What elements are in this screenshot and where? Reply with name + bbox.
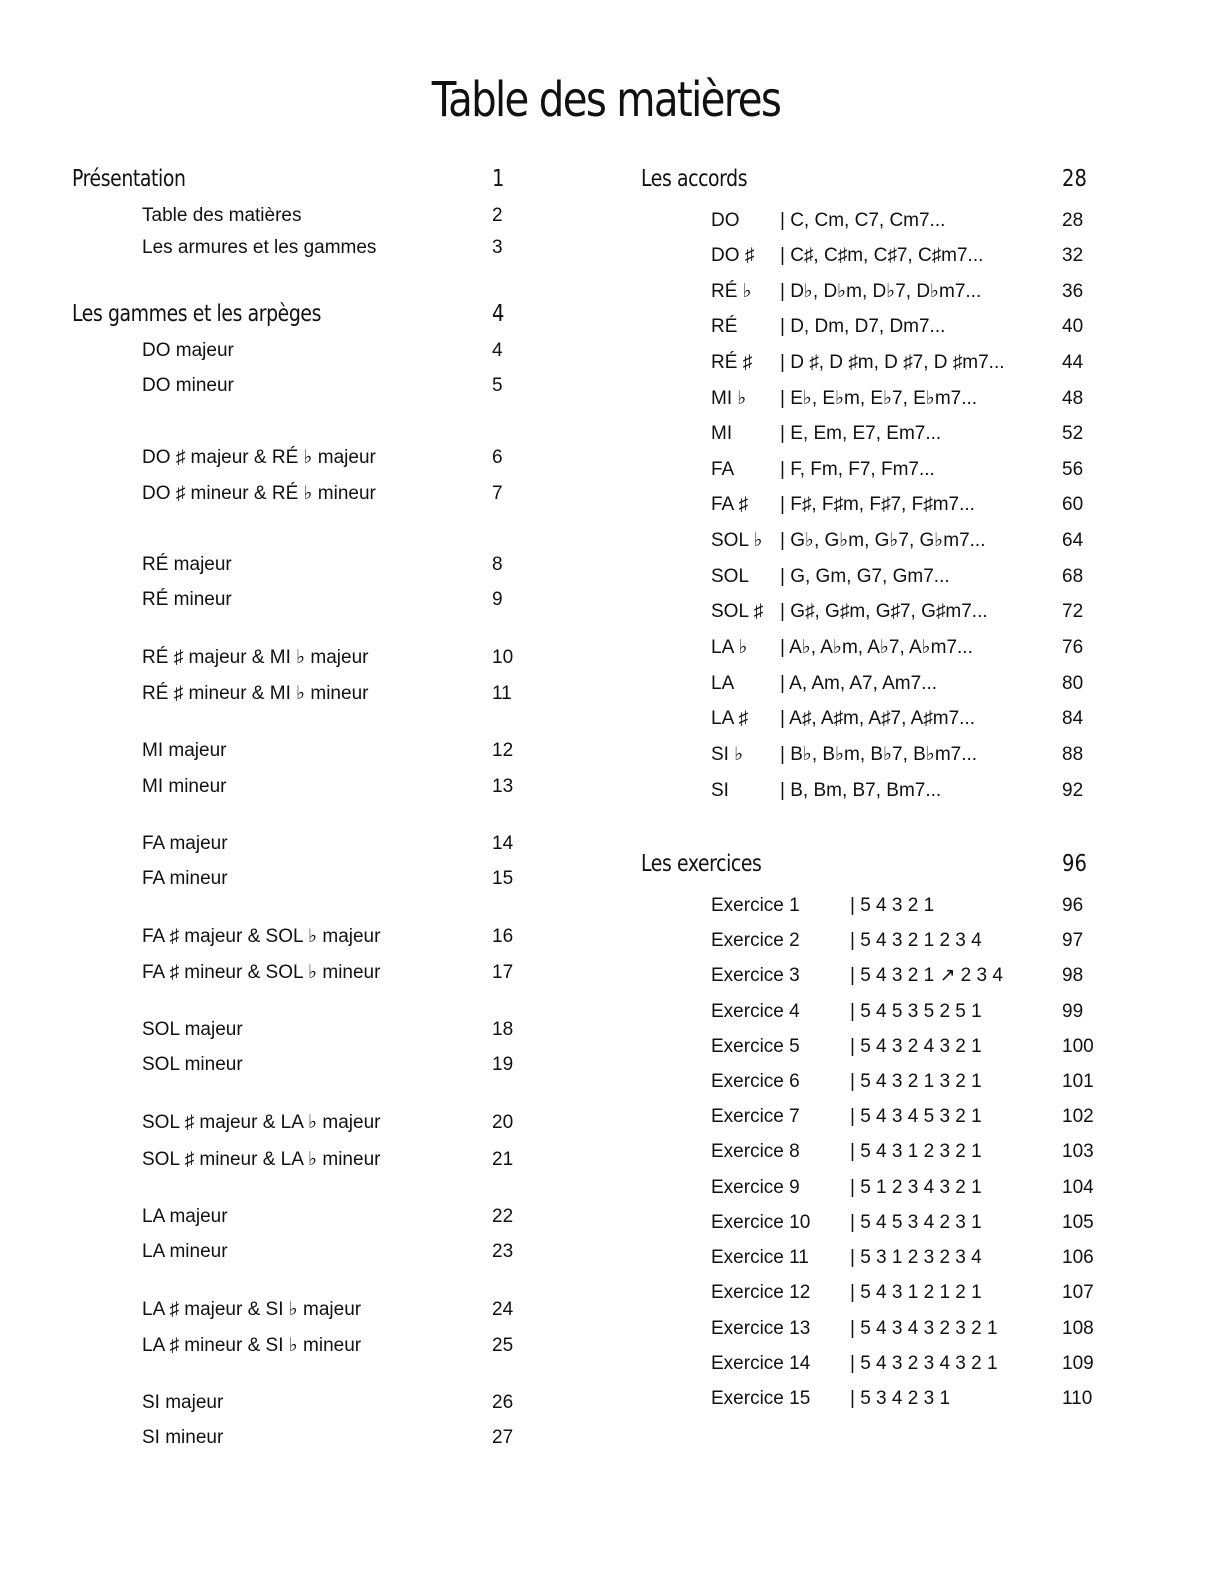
chord-key: SOL ♯ (711, 601, 764, 622)
exercise-sequence: | 5 4 3 2 1 3 2 1 (850, 1071, 982, 1092)
toc-entry-page: 15 (492, 868, 514, 889)
exercise-label: Exercice 6 (711, 1071, 800, 1092)
toc-entry-label: LA mineur (142, 1241, 228, 1262)
section-title-exercices: Les exercices (641, 851, 762, 877)
toc-entry-page: 48 (1062, 388, 1084, 409)
section-title-presentation: Présentation (72, 166, 186, 192)
toc-entry-page: 52 (1062, 423, 1084, 444)
toc-entry-label: MI mineur (142, 776, 227, 797)
section-page-presentation: 1 (492, 166, 505, 192)
toc-entry-page: 7 (492, 483, 503, 504)
toc-entry-page: 6 (492, 447, 503, 468)
chord-key: RÉ (711, 316, 738, 337)
exercise-label: Exercice 10 (711, 1212, 811, 1233)
toc-entry-page: 97 (1062, 930, 1084, 951)
chord-list: | C, Cm, C7, Cm7... (780, 210, 946, 231)
exercise-sequence: | 5 4 3 2 3 4 3 2 1 (850, 1353, 998, 1374)
toc-entry-page: 92 (1062, 780, 1084, 801)
toc-entry-page: 102 (1062, 1106, 1094, 1127)
chord-list: | B, Bm, B7, Bm7... (780, 780, 942, 801)
exercise-label: Exercice 1 (711, 895, 800, 916)
toc-entry-label: DO ♯ majeur & RÉ ♭ majeur (142, 447, 376, 468)
toc-entry-page: 14 (492, 833, 514, 854)
toc-entry-label: LA ♯ majeur & SI ♭ majeur (142, 1299, 362, 1320)
exercise-label: Exercice 8 (711, 1141, 800, 1162)
toc-entry-page: 109 (1062, 1353, 1094, 1374)
exercise-sequence: | 5 4 5 3 5 2 5 1 (850, 1001, 982, 1022)
toc-entry-page: 96 (1062, 895, 1084, 916)
toc-entry-label: DO ♯ mineur & RÉ ♭ mineur (142, 483, 376, 504)
chord-key: RÉ ♭ (711, 281, 752, 302)
toc-entry-label: RÉ ♯ mineur & MI ♭ mineur (142, 683, 369, 704)
toc-entry-page: 2 (492, 205, 503, 226)
chord-key: RÉ ♯ (711, 352, 753, 373)
toc-entry-label: FA ♯ majeur & SOL ♭ majeur (142, 926, 381, 947)
toc-entry-page: 104 (1062, 1177, 1094, 1198)
exercise-label: Exercice 13 (711, 1318, 811, 1339)
toc-entry-page: 60 (1062, 494, 1084, 515)
exercise-label: Exercice 9 (711, 1177, 800, 1198)
toc-entry-label: FA mineur (142, 868, 228, 889)
chord-list: | A♯, A♯m, A♯7, A♯m7... (780, 708, 976, 729)
chord-key: FA (711, 459, 735, 480)
toc-entry-label: RÉ ♯ majeur & MI ♭ majeur (142, 647, 369, 668)
toc-entry-label: SOL ♯ mineur & LA ♭ mineur (142, 1149, 381, 1170)
toc-entry-page: 26 (492, 1392, 514, 1413)
exercise-label: Exercice 2 (711, 930, 800, 951)
toc-entry-label: DO majeur (142, 340, 234, 361)
toc-entry-page: 24 (492, 1299, 514, 1320)
chord-key: MI (711, 423, 733, 444)
exercise-sequence: | 5 4 3 2 1 (850, 895, 935, 916)
chord-key: LA (711, 673, 735, 694)
exercise-label: Exercice 5 (711, 1036, 800, 1057)
chord-list: | G♭, G♭m, G♭7, G♭m7... (780, 530, 986, 551)
exercise-label: Exercice 15 (711, 1388, 811, 1409)
exercise-label: Exercice 11 (711, 1247, 809, 1268)
exercise-sequence: | 5 3 1 2 3 2 3 4 (850, 1247, 982, 1268)
chord-key: SOL (711, 566, 750, 587)
exercise-label: Exercice 4 (711, 1001, 800, 1022)
toc-entry-page: 32 (1062, 245, 1084, 266)
toc-entry-page: 106 (1062, 1247, 1094, 1268)
section-title-accords: Les accords (641, 166, 748, 192)
toc-entry-page: 64 (1062, 530, 1084, 551)
toc-entry-label: SI mineur (142, 1427, 224, 1448)
toc-entry-page: 22 (492, 1206, 514, 1227)
exercise-sequence: | 5 4 3 2 1 2 3 4 (850, 930, 982, 951)
toc-entry-label: Les armures et les gammes (142, 237, 377, 258)
section-page-exercices: 96 (1062, 851, 1087, 877)
chord-key: MI ♭ (711, 388, 747, 409)
toc-entry-page: 5 (492, 375, 503, 396)
toc-entry-page: 9 (492, 589, 503, 610)
toc-entry-label: FA majeur (142, 833, 228, 854)
chord-list: | D, Dm, D7, Dm7... (780, 316, 946, 337)
chord-list: | B♭, B♭m, B♭7, B♭m7... (780, 744, 978, 765)
chord-list: | G♯, G♯m, G♯7, G♯m7... (780, 601, 988, 622)
toc-entry-page: 88 (1062, 744, 1084, 765)
exercise-sequence: | 5 4 3 2 4 3 2 1 (850, 1036, 982, 1057)
chord-list: | A, Am, A7, Am7... (780, 673, 938, 694)
toc-entry-page: 20 (492, 1112, 514, 1133)
toc-entry-page: 99 (1062, 1001, 1084, 1022)
toc-entry-page: 36 (1062, 281, 1084, 302)
toc-entry-label: SOL majeur (142, 1019, 243, 1040)
chord-key: LA ♭ (711, 637, 748, 658)
toc-entry-page: 101 (1062, 1071, 1094, 1092)
toc-entry-page: 108 (1062, 1318, 1094, 1339)
toc-entry-page: 8 (492, 554, 503, 575)
chord-key: FA ♯ (711, 494, 748, 515)
toc-entry-page: 98 (1062, 965, 1084, 986)
exercise-sequence: | 5 4 5 3 4 2 3 1 (850, 1212, 982, 1233)
chord-list: | C♯, C♯m, C♯7, C♯m7... (780, 245, 984, 266)
toc-entry-page: 12 (492, 740, 514, 761)
toc-entry-page: 10 (492, 647, 514, 668)
chord-list: | G, Gm, G7, Gm7... (780, 566, 950, 587)
chord-list: | F♯, F♯m, F♯7, F♯m7... (780, 494, 975, 515)
exercise-label: Exercice 3 (711, 965, 800, 986)
exercise-sequence: | 5 4 3 1 2 3 2 1 (850, 1141, 982, 1162)
toc-entry-page: 100 (1062, 1036, 1094, 1057)
exercise-sequence: | 5 4 3 2 1 ↗ 2 3 4 (850, 965, 1003, 986)
toc-entry-page: 18 (492, 1019, 514, 1040)
chord-key: SI (711, 780, 729, 801)
toc-entry-page: 4 (492, 340, 503, 361)
exercise-sequence: | 5 4 3 4 5 3 2 1 (850, 1106, 982, 1127)
toc-entry-page: 3 (492, 237, 503, 258)
toc-entry-page: 21 (492, 1149, 514, 1170)
chord-key: SI ♭ (711, 744, 744, 765)
toc-entry-page: 25 (492, 1335, 514, 1356)
exercise-label: Exercice 12 (711, 1282, 811, 1303)
toc-entry-label: LA ♯ mineur & SI ♭ mineur (142, 1335, 362, 1356)
toc-entry-page: 40 (1062, 316, 1084, 337)
toc-entry-page: 84 (1062, 708, 1084, 729)
toc-entry-label: FA ♯ mineur & SOL ♭ mineur (142, 962, 381, 983)
toc-entry-page: 27 (492, 1427, 514, 1448)
toc-entry-label: SI majeur (142, 1392, 224, 1413)
toc-entry-page: 28 (1062, 210, 1084, 231)
toc-entry-label: RÉ majeur (142, 554, 232, 575)
chord-list: | A♭, A♭m, A♭7, A♭m7... (780, 637, 973, 658)
exercise-sequence: | 5 3 4 2 3 1 (850, 1388, 951, 1409)
toc-entry-page: 105 (1062, 1212, 1094, 1233)
exercise-sequence: | 5 4 3 1 2 1 2 1 (850, 1282, 982, 1303)
toc-entry-label: SOL ♯ majeur & LA ♭ majeur (142, 1112, 381, 1133)
toc-entry-page: 17 (492, 962, 514, 983)
chord-list: | D♭, D♭m, D♭7, D♭m7... (780, 281, 982, 302)
chord-list: | E♭, E♭m, E♭7, E♭m7... (780, 388, 978, 409)
section-page-accords: 28 (1062, 166, 1087, 192)
chord-key: LA ♯ (711, 708, 748, 729)
toc-entry-page: 56 (1062, 459, 1084, 480)
exercise-sequence: | 5 4 3 4 3 2 3 2 1 (850, 1318, 998, 1339)
section-title-gammes: Les gammes et les arpèges (72, 301, 321, 327)
toc-entry-page: 13 (492, 776, 514, 797)
toc-entry-page: 80 (1062, 673, 1084, 694)
toc-entry-page: 23 (492, 1241, 514, 1262)
toc-entry-label: MI majeur (142, 740, 227, 761)
exercise-label: Exercice 7 (711, 1106, 800, 1127)
toc-entry-page: 103 (1062, 1141, 1094, 1162)
toc-entry-page: 110 (1062, 1388, 1093, 1409)
toc-entry-label: Table des matières (142, 205, 302, 226)
toc-entry-page: 107 (1062, 1282, 1094, 1303)
exercise-sequence: | 5 1 2 3 4 3 2 1 (850, 1177, 982, 1198)
chord-key: SOL ♭ (711, 530, 763, 551)
page-title: Table des matières (431, 72, 781, 128)
toc-entry-page: 44 (1062, 352, 1084, 373)
chord-list: | F, Fm, F7, Fm7... (780, 459, 935, 480)
section-page-gammes: 4 (492, 301, 505, 327)
chord-key: DO (711, 210, 740, 231)
toc-entry-label: RÉ mineur (142, 589, 232, 610)
toc-entry-page: 72 (1062, 601, 1084, 622)
toc-entry-label: DO mineur (142, 375, 234, 396)
chord-list: | D ♯, D ♯m, D ♯7, D ♯m7... (780, 352, 1005, 373)
exercise-label: Exercice 14 (711, 1353, 811, 1374)
toc-entry-page: 76 (1062, 637, 1084, 658)
chord-key: DO ♯ (711, 245, 755, 266)
toc-entry-label: SOL mineur (142, 1054, 243, 1075)
toc-entry-label: LA majeur (142, 1206, 228, 1227)
toc-entry-page: 19 (492, 1054, 514, 1075)
toc-entry-page: 68 (1062, 566, 1084, 587)
toc-entry-page: 16 (492, 926, 514, 947)
chord-list: | E, Em, E7, Em7... (780, 423, 942, 444)
toc-entry-page: 11 (492, 683, 512, 704)
